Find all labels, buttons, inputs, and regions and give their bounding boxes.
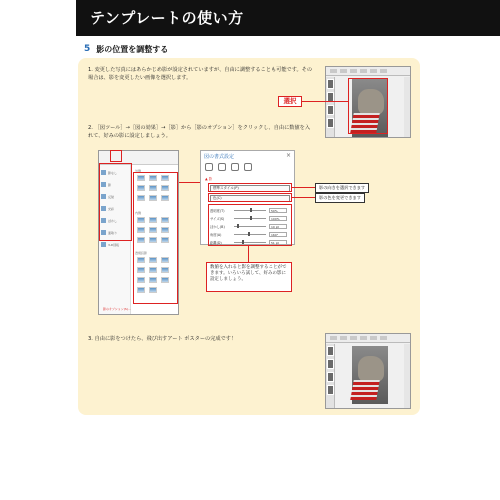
menu-item[interactable]: 面取り (101, 229, 129, 236)
panel-title: 図の書式設定 (204, 154, 235, 160)
menu-item[interactable]: 影なし (101, 169, 129, 176)
shadow-preset-select[interactable]: 標準スタイル(P) (210, 185, 290, 192)
section-heading (84, 42, 168, 56)
panel-tab-icons (205, 163, 252, 171)
shadow-grid-frame (133, 172, 178, 304)
section-title: 影の位置を調整する (96, 44, 169, 54)
blur-row[interactable]: ぼかし(B) 10 pt (210, 223, 290, 229)
effect-icon (101, 242, 106, 247)
selection-frame (348, 78, 388, 134)
effects-icon[interactable] (218, 163, 226, 171)
close-icon[interactable]: × (285, 152, 291, 159)
callout-select: 選択 (278, 96, 302, 107)
callout-shadow-color: 影の色を変更できます (315, 193, 365, 203)
callout-shadow-type: 影の向きを選択できます (315, 183, 369, 193)
screenshot-effects-menu: 影なし 影 反射 光彩 ぼかし 面取り 3-D回転 外側 内側 透視投影 影のオプション(S)... (98, 150, 179, 315)
ribbon (326, 67, 410, 76)
size-icon[interactable] (231, 163, 239, 171)
shadow-options-link[interactable]: 影のオプション(S)... (103, 307, 131, 311)
step-1-text: 1. 変更した写真にはあらかじめ影が設定されていますが、自由に調整することも可能です。その場合は、影を変更したい画像を選択します。 (88, 67, 313, 81)
stripes-decoration (350, 380, 380, 400)
effects-frame (99, 163, 132, 241)
page-title: テンプレートの使い方 (90, 9, 244, 27)
color-frame (208, 193, 292, 202)
effects-button-frame (110, 150, 122, 162)
size-row[interactable]: サイズ(S) 100% (210, 215, 290, 221)
menu-item[interactable]: 光彩 (101, 205, 129, 212)
values-frame (208, 204, 292, 246)
section-number: 5 (84, 44, 91, 54)
menu-item[interactable]: ぼかし (101, 217, 129, 224)
step-3-text: 3. 自由に影をつけたら、飛び出すアート ポスターの完成です！ (88, 336, 237, 342)
picture-icon[interactable] (244, 163, 252, 171)
slide-thumbnails (326, 77, 335, 137)
fill-icon[interactable] (205, 163, 213, 171)
screenshot-finished-poster (325, 333, 411, 409)
angle-row[interactable]: 角度(A) 160° (210, 231, 290, 237)
callout-values-note: 数値を入れると影を調整することができます。いろいろ試して、好みの影に設定しましょう。 (206, 262, 292, 292)
menu-item[interactable]: 3-D回転 (101, 241, 129, 248)
shadow-color-select[interactable]: 色(C) (210, 195, 290, 202)
transparency-row[interactable]: 透明度(T) 50% (210, 207, 290, 213)
preset-frame (208, 183, 292, 192)
elephant-icon (358, 356, 384, 382)
finished-poster-image (352, 346, 388, 404)
step-2-text: 2. ［図ツール］→［図の効果］→［影］から［影のオプション］をクリックし、自由に数値を入れて、好みの影に設定しましょう。 (88, 125, 311, 139)
menu-item[interactable]: 影 (101, 181, 129, 188)
distance-row[interactable]: 距離(D) 51 pt (210, 239, 290, 245)
menu-item[interactable]: 反射 (101, 193, 129, 200)
shadow-section-header[interactable]: ▲ 影 (205, 177, 213, 181)
